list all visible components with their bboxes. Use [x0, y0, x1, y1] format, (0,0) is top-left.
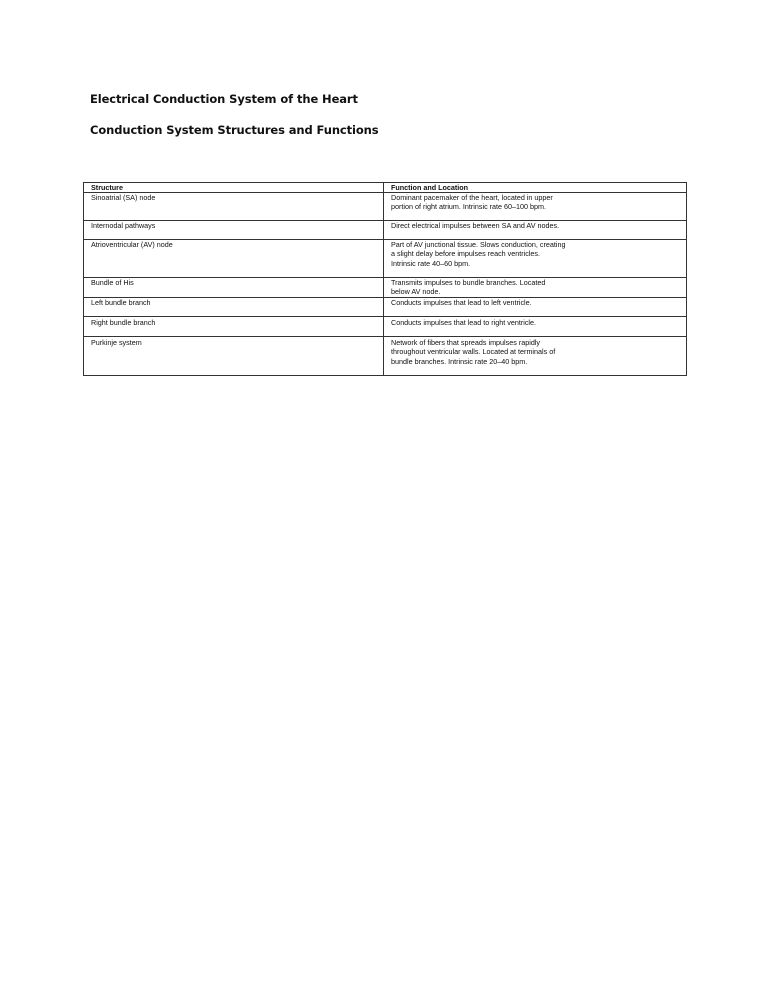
- section-heading: Conduction System Structures and Functions: [90, 123, 379, 137]
- table-header-row: [84, 183, 687, 193]
- structure-cell: Atrioventricular (AV) node: [84, 240, 384, 278]
- function-cell: Part of AV junctional tissue. Slows conduction, creating a slight delay before impulses reach ventricles. Intrinsic rate 40–60 bpm.: [384, 240, 687, 278]
- structure-cell: Left bundle branch: [84, 297, 384, 316]
- structure-cell: Purkinje system: [84, 336, 384, 375]
- structure-cell: Internodal pathways: [84, 221, 384, 240]
- table-row-right-bundle-branch: [84, 316, 687, 336]
- table-row-left-bundle-branch: [84, 297, 687, 316]
- function-cell: Conducts impulses that lead to right ventricle.: [384, 316, 687, 336]
- function-column-header: Function and Location: [384, 183, 687, 193]
- function-cell: Conducts impulses that lead to left ventricle.: [384, 297, 687, 316]
- table-row-sa-node: [84, 193, 687, 221]
- function-cell: Dominant pacemaker of the heart, located in upper portion of right atrium. Intrinsic rate 60–100 bpm.: [384, 193, 687, 221]
- structure-cell: Bundle of His: [84, 278, 384, 298]
- structure-cell: Sinoatrial (SA) node: [84, 193, 384, 221]
- table-row-bundle-of-his: [84, 278, 687, 298]
- function-cell: Transmits impulses to bundle branches. Located below AV node.: [384, 278, 687, 298]
- conduction-structures-table: [83, 182, 687, 376]
- table-row-purkinje-system: [84, 336, 687, 375]
- document-title: Electrical Conduction System of the Heart: [90, 92, 358, 106]
- structure-column-header: Structure: [84, 183, 384, 193]
- table-row-internodal-pathways: [84, 221, 687, 240]
- function-cell: Direct electrical impulses between SA and AV nodes.: [384, 221, 687, 240]
- function-cell: Network of fibers that spreads impulses rapidly throughout ventricular walls. Located at terminals of bundle branches. Intrinsic rate 20–40 bpm.: [384, 336, 687, 375]
- table-row-av-node: [84, 240, 687, 278]
- structure-cell: Right bundle branch: [84, 316, 384, 336]
